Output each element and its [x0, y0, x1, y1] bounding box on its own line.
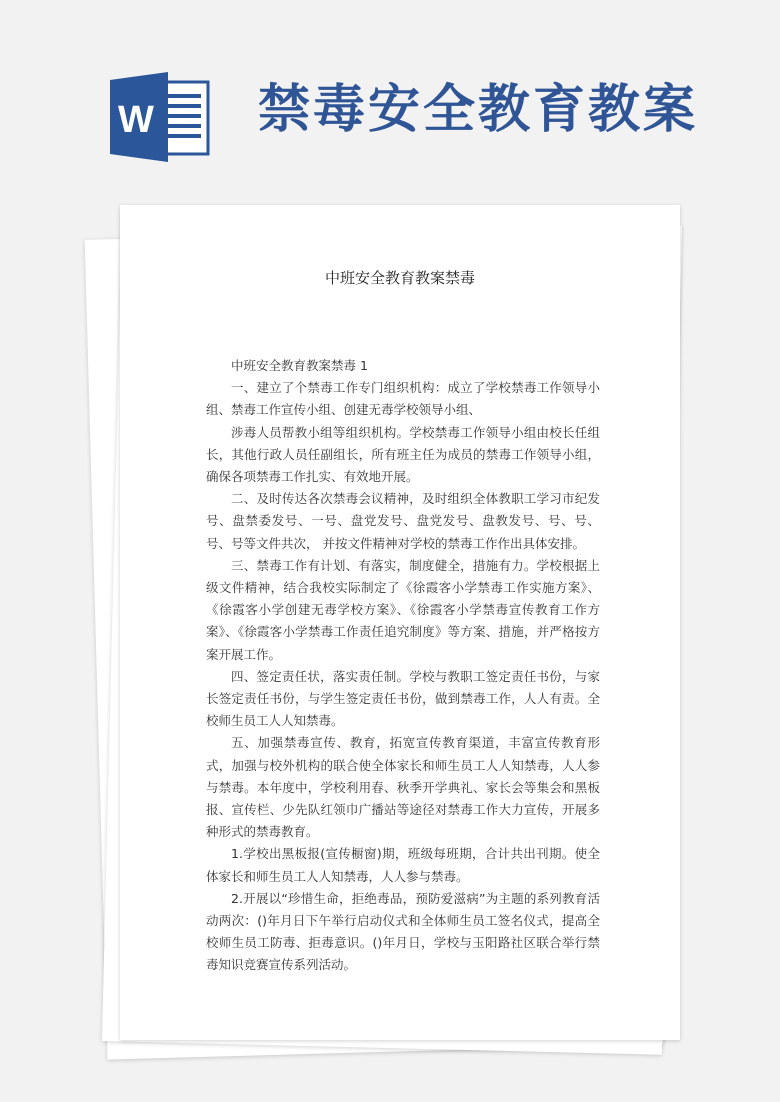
paragraph: 中班安全教育教案禁毒 1	[231, 358, 368, 373]
document-title: 中班安全教育教案禁毒	[324, 269, 475, 287]
paragraph: 四、签定责任状，落实责任制。学校与教职工签定责任书份，与家长签定责任书份，与学生签定责任书份，做到禁毒工作，人人有责。全校师生员工人人知禁毒。	[206, 668, 600, 729]
paragraph: 一、建立了个禁毒工作专门组织机构：成立了学校禁毒工作领导小组、禁毒工作宣传小组、创建无毒学校领导小组、	[206, 380, 600, 418]
header	[0, 0, 780, 200]
word-logo-icon	[110, 72, 210, 162]
document-body	[206, 355, 600, 977]
paragraph: 涉毒人员帮教小组等组织机构。学校禁毒工作领导小组由校长任组长，其他行政人员任副组长，所有班主任为成员的禁毒工作领导小组，确保各项禁毒工作扎实、有效地开展。	[206, 424, 600, 485]
svg-text:W: W	[118, 99, 154, 141]
paragraph: 1.学校出黑板报(宣传橱窗)期，班级每班期，合计共出刊期。使全体家长和师生员工人人知禁毒，人人参与禁毒。	[206, 846, 600, 884]
paragraph: 2.开展以“珍惜生命，拒绝毒品，预防爱滋病”为主题的系列教育活动两次：()年月日下午举行启动仪式和全体师生员工签名仪式，提高全校师生员工防毒、拒毒意识。()年月日，学校与玉阳路社区联合举行禁毒知识竞赛宣传系列活动。	[206, 890, 600, 973]
paragraph: 五、加强禁毒宣传、教育，拓宽宣传教育渠道，丰富宣传教育形式，加强与校外机构的联合使全体家长和师生员工人人知禁毒，人人参与禁毒。本年度中，学校利用春、秋季开学典礼、家长会等集会和黑板报、宣传栏、少先队红领巾广播站等途径对禁毒工作大力宣传，开展多种形式的禁毒教育。	[206, 735, 600, 840]
page-title: 禁毒安全教育教案	[258, 80, 699, 140]
paragraph: 三、禁毒工作有计划、有落实，制度健全，措施有力。学校根据上级文件精神，结合我校实际制定了《徐霞客小学禁毒工作实施方案》、《徐霞客小学创建无毒学校方案》、《徐霞客小学禁毒宣传教育工作方案》、《徐霞客小学禁毒工作责任追究制度》等方案、措施，并严格按方案开展工作。	[206, 557, 600, 662]
document-page	[120, 205, 680, 1040]
paragraph: 二、及时传达各次禁毒会议精神，及时组织全体教职工学习市纪发号、盘禁委发号、一号、盘党发号、盘党发号、盘教发号、号、号、号、号等文件共次， 并按文件精神对学校的禁毒工作作出具体安排。	[206, 491, 600, 551]
